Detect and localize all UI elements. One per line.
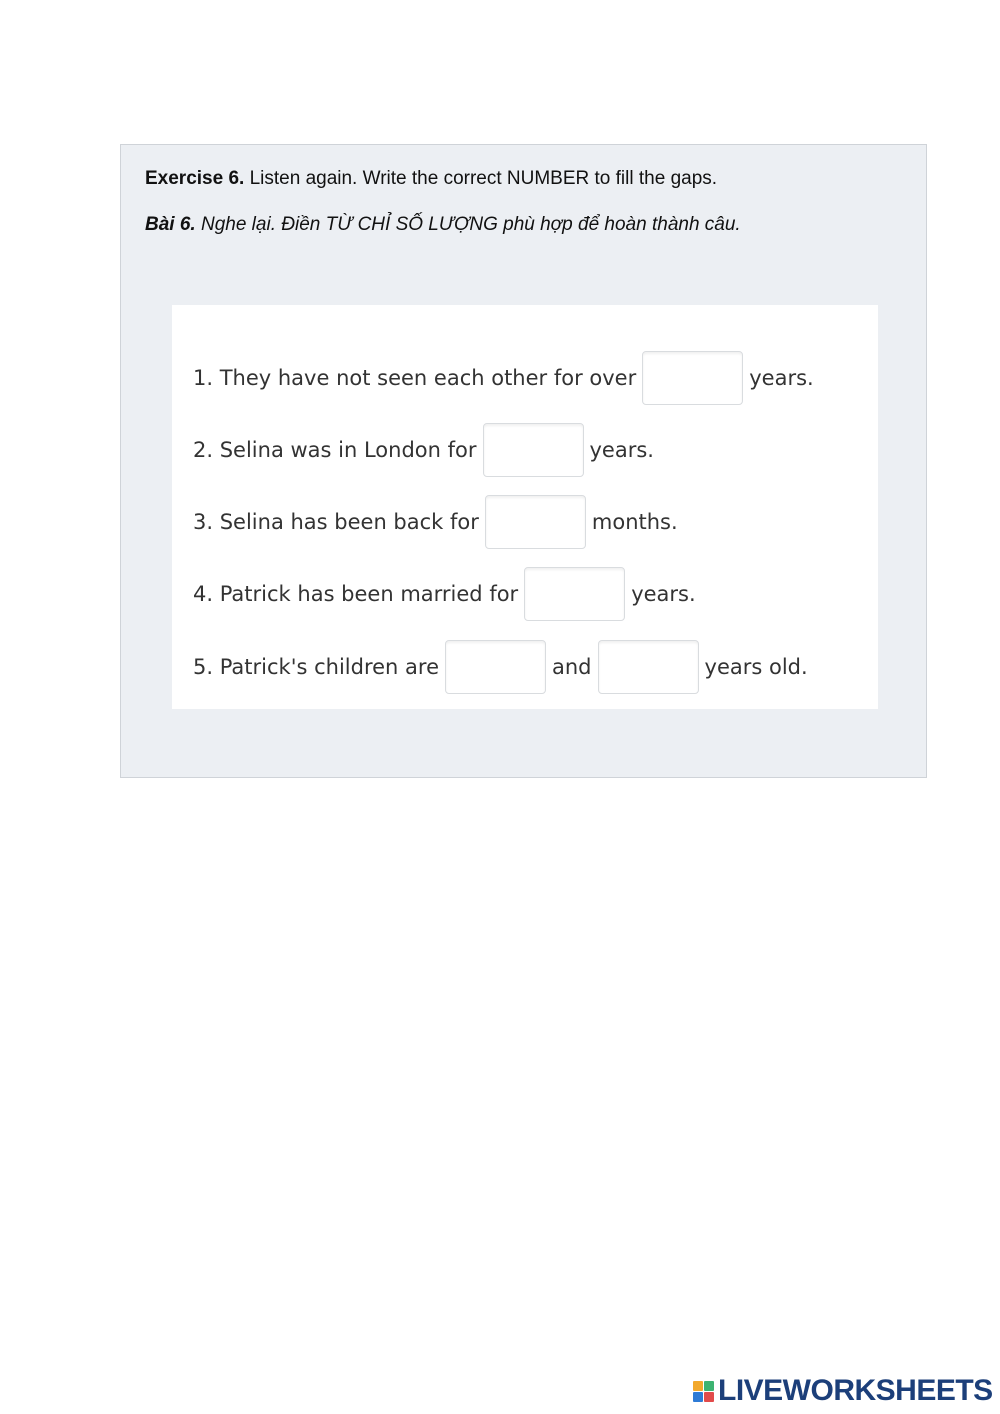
logo-mark-icon [693, 1381, 714, 1402]
question-3 [193, 493, 678, 551]
instruction-text-vi: Nghe lại. Điền TỪ CHỈ SỐ LƯỢNG phù hợp để hoàn thành câu. [195, 214, 741, 235]
logo-text: LIVEWORKSHEETS [718, 1374, 993, 1407]
question-1-suffix: years. [749, 366, 814, 390]
question-3-suffix: months. [591, 510, 678, 534]
question-4-suffix: years. [631, 582, 696, 606]
question-5-middle: and [552, 655, 592, 679]
instruction-vietnamese [145, 213, 741, 237]
question-4 [193, 565, 696, 623]
answer-gap-4[interactable] [524, 567, 625, 621]
question-card [172, 305, 878, 709]
exercise-number-vi: Bài 6. [145, 214, 196, 235]
question-1 [193, 349, 814, 407]
liveworksheets-logo [693, 1376, 993, 1406]
answer-gap-1[interactable] [642, 351, 743, 405]
question-2-suffix: years. [589, 438, 654, 462]
exercise-panel [120, 144, 927, 778]
answer-gap-3[interactable] [485, 495, 586, 549]
question-1-text: 1. They have not seen each other for over [193, 366, 637, 390]
question-2-text: 2. Selina was in London for [193, 438, 477, 462]
question-5-text: 5. Patrick's children are [193, 655, 439, 679]
answer-gap-5b[interactable] [598, 640, 699, 694]
answer-gap-2[interactable] [483, 423, 584, 477]
instruction-english [145, 167, 717, 191]
instruction-text-en: Listen again. Write the correct NUMBER to fill the gaps. [244, 168, 718, 189]
question-4-text: 4. Patrick has been married for [193, 582, 519, 606]
question-5-suffix: years old. [704, 655, 808, 679]
exercise-number-en: Exercise 6. [145, 168, 245, 189]
answer-gap-5a[interactable] [445, 640, 546, 694]
question-5 [193, 638, 808, 696]
question-3-text: 3. Selina has been back for [193, 510, 479, 534]
question-2 [193, 421, 654, 479]
